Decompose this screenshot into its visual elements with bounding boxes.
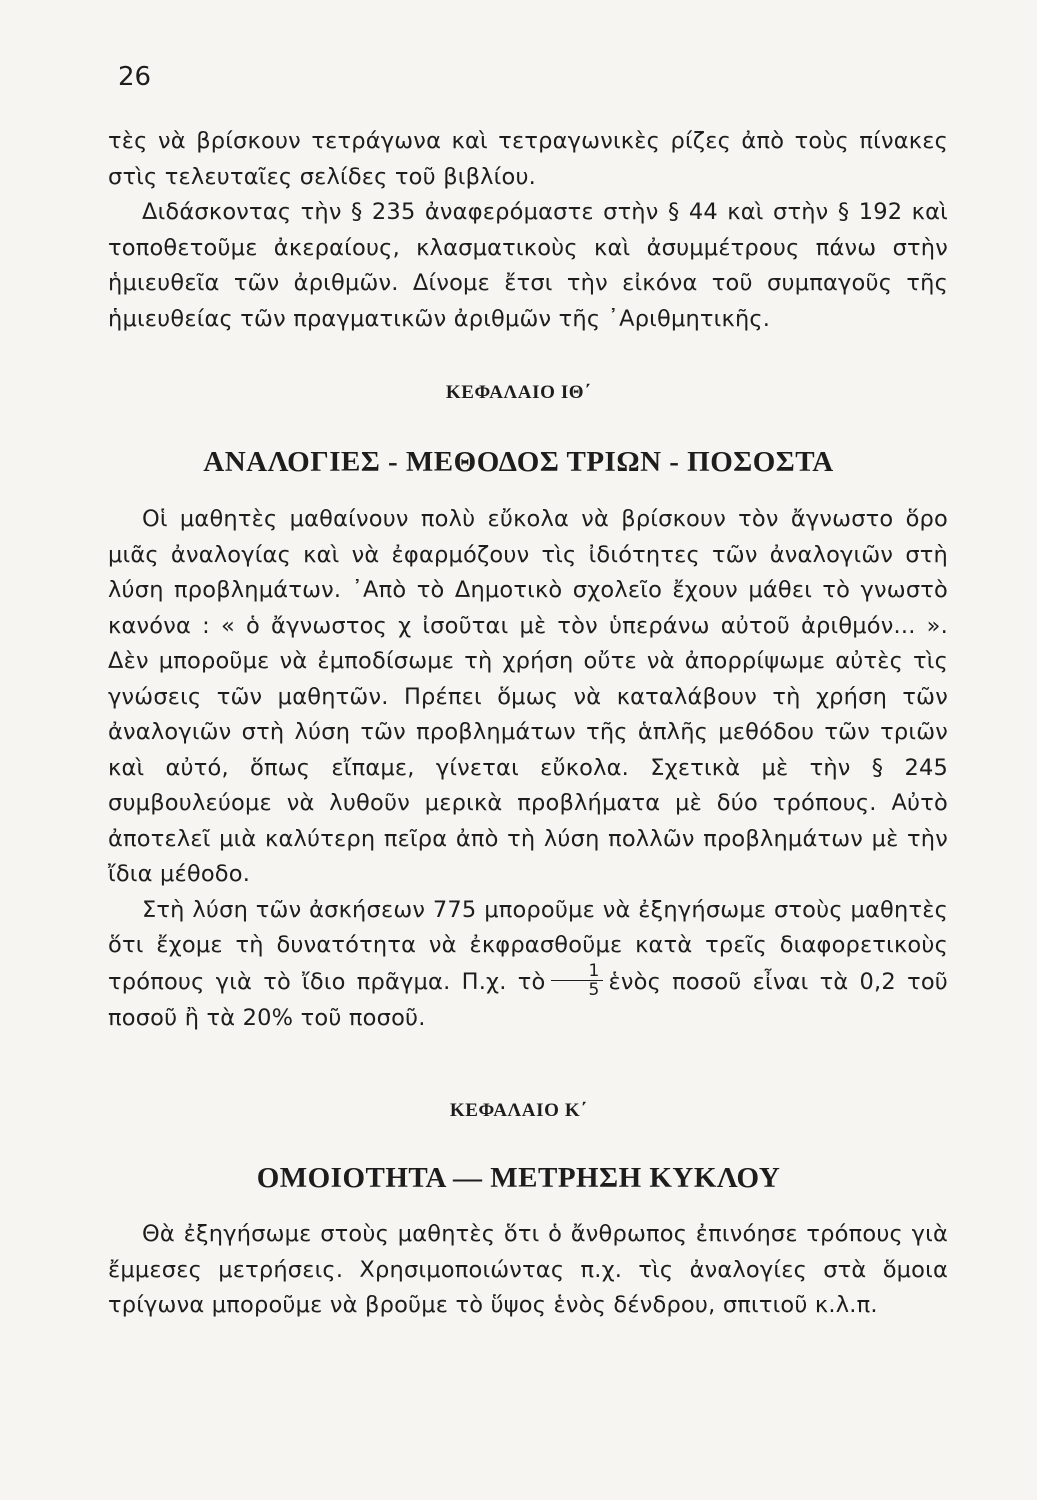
intro-text [108,124,948,337]
chapter-19-title: ΑΝΑΛΟΓΙΕΣ - ΜΕΘΟΔΟΣ ΤΡΙΩΝ - ΠΟΣΟΣΤΑ [203,446,834,478]
chapter-19-paragraph-2 [108,893,948,1037]
chapter-19-label: ΚΕΦΑΛΑΙΟ ΙΘ΄ [445,382,592,403]
page-number: 26 [118,62,152,92]
fraction-numerator: 1 [551,962,602,981]
chapter-20-text [108,1217,948,1324]
fraction-denominator: 5 [588,979,600,1000]
fraction-one-fifth [551,962,602,999]
intro-paragraph-1: τὲς νὰ βρίσκουν τετράγωνα καὶ τετραγωνικὲς ρίζες ἀπὸ τοὺς πίνακες στὶς τελευταῖες σελίδες τοῦ βιβλίου. [108,128,948,190]
chapter-20-paragraph-1: Θὰ ἐξηγήσωμε στοὺς μαθητὲς ὅτι ὁ ἄνθρωπος ἐπινόησε τρόπους γιὰ ἔμμεσες μετρήσεις. Χρησιμοποιώντας π.χ. τὶς ἀναλογίες στὰ ὅμοια τρίγωνα μποροῦμε νὰ βροῦμε τὸ ὕψος ἑνὸς δένδρου, σπιτιοῦ κ.λ.π. [108,1221,948,1318]
chapter-20-label: ΚΕΦΑΛΑΙΟ Κ΄ [449,1100,588,1121]
intro-paragraph-2: Διδάσκοντας τὴν § 235 ἀναφερόμαστε στὴν § 44 καὶ στὴν § 192 καὶ τοποθετοῦμε ἀκεραίους, κλασματικοὺς καὶ ἀσυμμέτρους πάνω στὴν ἡμιευθεῖα τῶν ἀριθμῶν. Δίνομε ἔτσι τὴν εἰκόνα τοῦ συμπαγοῦς τῆς ἡμιευθείας τῶν πραγματικῶν ἀριθμῶν τῆς ᾿Αριθμητικῆς. [108,199,948,332]
chapter-20-title: ΟΜΟΙΟΤΗΤΑ — ΜΕΤΡΗΣΗ ΚΥΚΛΟΥ [256,1162,781,1194]
chapter-19-text [108,502,948,1036]
chapter-19-paragraph-1: Οἱ μαθητὲς μαθαίνουν πολὺ εὔκολα νὰ βρίσκουν τὸν ἄγνωστο ὅρο μιᾶς ἀναλογίας καὶ νὰ ἐφαρμόζουν τὶς ἰδιότητες τῶν ἀναλογιῶν στὴ λύση προβλημάτων. ᾿Απὸ τὸ Δημοτικὸ σχολεῖο ἔχουν μάθει τὸ γνωστὸ κανόνα : « ὁ ἄγνωστος χ ἰσοῦται μὲ τὸν ὑπεράνω αὐτοῦ ἀριθμόν... ». Δὲν μποροῦμε νὰ ἐμποδίσωμε τὴ χρήση οὔτε νὰ ἀπορρίψωμε αὐτὲς τὶς γνώσεις τῶν μαθητῶν. Πρέπει ὅμως νὰ καταλάβουν τὴ χρήση τῶν ἀναλογιῶν στὴ λύση τῶν προβλημάτων τῆς ἁπλῆς μεθόδου τῶν τριῶν καὶ αὐτό, ὅπως εἴπαμε, γίνεται εὔκολα. Σχετικὰ μὲ τὴν § 245 συμβουλεύομε νὰ λυθοῦν μερικὰ προβλήματα μὲ δύο τρόπους. Αὐτὸ ἀποτελεῖ μιὰ καλύτερη πεῖρα ἀπὸ τὴ λύση πολλῶν προβλημάτων μὲ τὴν ἴδια μέθοδο. [108,506,948,887]
chapter-19-paragraph-2-end: ἑνὸς ποσοῦ εἶναι τὰ 0,2 τοῦ ποσοῦ ἢ τὰ 20% τοῦ ποσοῦ. [108,968,949,1031]
chapter-19-paragraph-2-start: Στὴ λύση τῶν ἀσκήσεων 775 μποροῦμε νὰ ἐξηγήσωμε στοὺς μαθητὲς ὅτι ἔχομε τὴ δυνατότητα νὰ ἐκφρασθοῦμε κατὰ τρεῖς διαφορετικοὺς τρόπους γιὰ τὸ ἴδιο πρᾶγμα. Π.χ. τὸ [108,896,948,995]
